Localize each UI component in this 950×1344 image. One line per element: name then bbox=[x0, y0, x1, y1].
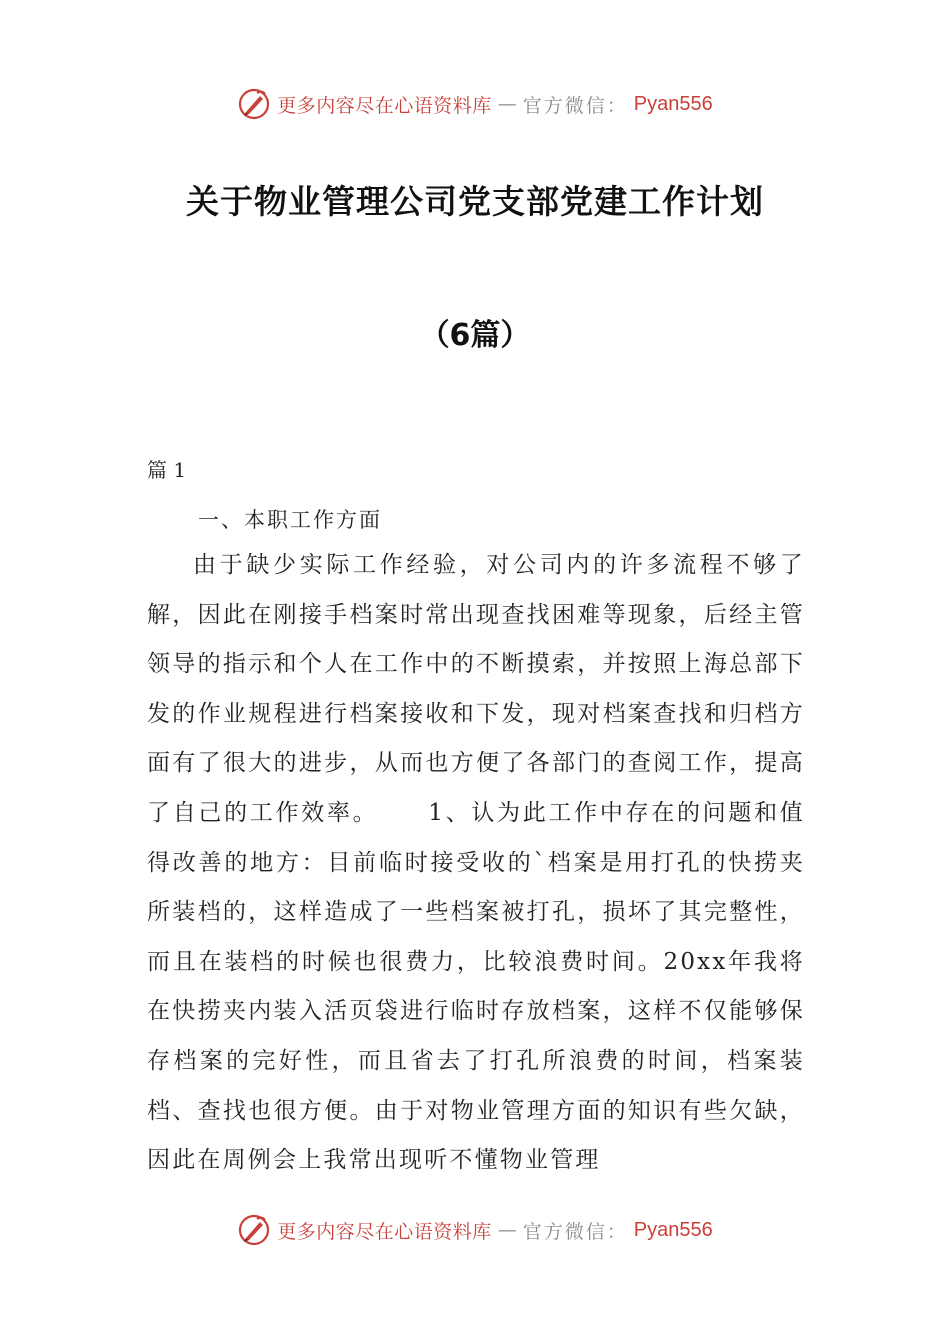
banner-wechat-id: Pyan556 bbox=[633, 92, 713, 115]
banner-wechat-label: 官方微信： bbox=[522, 94, 628, 117]
banner-dash: — bbox=[497, 1219, 517, 1241]
banner-wechat-id: Pyan556 bbox=[633, 1218, 713, 1241]
pen-logo-icon bbox=[237, 1213, 271, 1247]
pen-logo-icon bbox=[237, 87, 271, 121]
banner-wechat-label: 官方微信： bbox=[522, 1220, 628, 1243]
banner-site-text: 更多内容尽在心语资料库 bbox=[277, 94, 492, 117]
section-heading: 一、本职工作方面 bbox=[198, 508, 382, 532]
banner-dash: — bbox=[497, 93, 517, 115]
section-label: 篇 1 bbox=[147, 458, 187, 482]
header-banner bbox=[0, 84, 950, 124]
document-title: 关于物业管理公司党支部党建工作计划 bbox=[186, 182, 764, 221]
document-subtitle: （6篇） bbox=[419, 318, 531, 353]
body-paragraph: 由于缺少实际工作经验，对公司内的许多流程不够了解，因此在刚接手档案时常出现查找困难等现象，后经主管领导的指示和个人在工作中的不断摸索，并按照上海总部下发的作业规程进行档案接收和下发，现对档案查找和归档方面有了很大的进步，从而也方便了各部门的查阅工作，提高了自己的工作效率。 1、认为此工作中存在的问题和值得改善的地方：目前临时接受收的`档案是用打孔的快捞夹所装档的，这样造成了一些档案被打孔，损坏了其完整性，而且在装档的时候也很费力，比较浪费时间。20xx年我将在快捞夹内装入活页袋进行临时存放档案，这样不仅能够保存档案的完好性，而且省去了打孔所浪费的时间，档案装档、查找也很方便。由于对物业管理方面的知识有些欠缺，因此在周例会上我常出现听不懂物业管理 bbox=[147, 552, 805, 1174]
footer-banner bbox=[0, 1210, 950, 1250]
banner-site-text: 更多内容尽在心语资料库 bbox=[277, 1220, 492, 1243]
